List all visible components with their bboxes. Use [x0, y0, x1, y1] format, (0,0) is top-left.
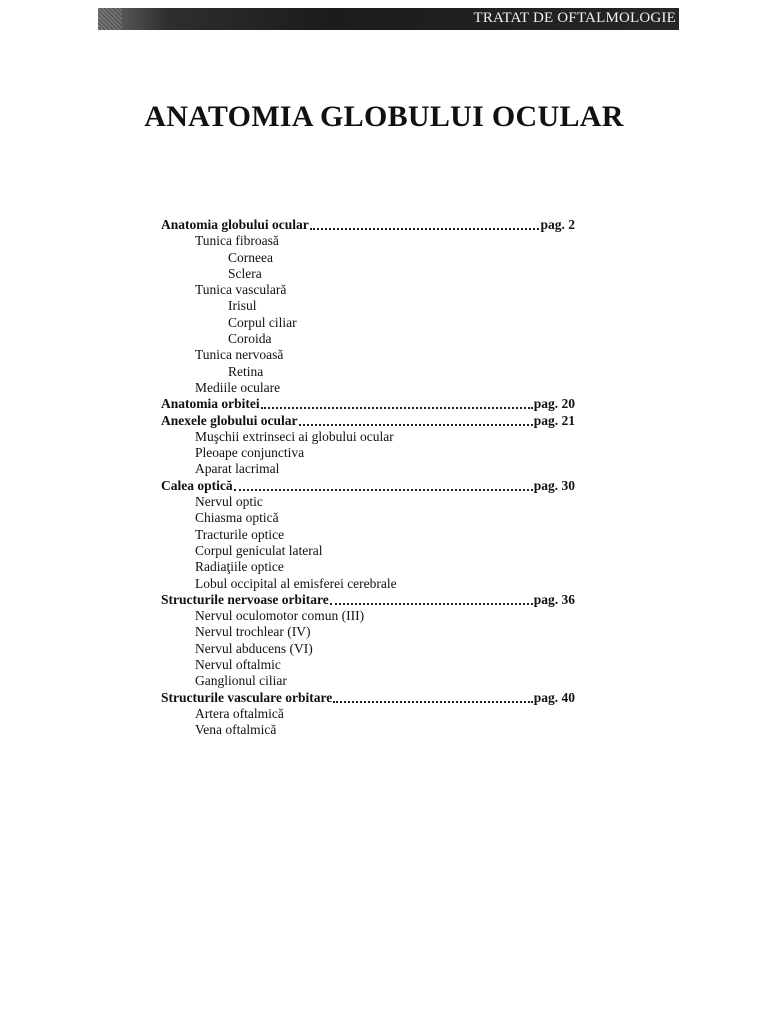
toc-entry-text: Retina	[228, 363, 264, 379]
toc-entry-text: Mediile oculare	[195, 379, 281, 395]
toc-section-entry	[161, 592, 575, 608]
toc-entry-text: Tunica fibroasă	[195, 233, 279, 249]
toc-entry-text: Structurile nervoase orbitare	[161, 591, 329, 607]
toc-subentry	[161, 657, 581, 673]
toc-subentry	[161, 282, 581, 298]
toc-entry-text: Corpul geniculat lateral	[195, 542, 323, 558]
toc-entry-text: Tracturile optice	[195, 526, 285, 542]
toc-subentry	[161, 380, 581, 396]
toc-entry-text: Structurile vasculare orbitare	[161, 689, 333, 705]
table-of-contents	[161, 217, 581, 739]
toc-entry-text: Sclera	[228, 265, 262, 281]
toc-entry-text: Vena oftalmică	[195, 722, 277, 738]
toc-subentry	[161, 576, 581, 592]
toc-entry-text: Coroida	[228, 331, 272, 347]
toc-leader-dots	[310, 218, 540, 230]
toc-leader-dots	[299, 414, 533, 426]
toc-subentry	[161, 624, 581, 640]
toc-subentry	[161, 461, 581, 477]
toc-entry-text: Tunica nervoasă	[195, 347, 284, 363]
toc-subentry	[161, 347, 581, 363]
toc-subentry	[161, 641, 581, 657]
toc-page-number: pag. 36	[533, 591, 575, 607]
toc-entry-text: Anexele globului ocular	[161, 412, 298, 428]
toc-subentry	[161, 233, 581, 249]
toc-subentry	[161, 559, 581, 575]
toc-subentry	[161, 706, 581, 722]
toc-entry-text: Pleoape conjunctiva	[195, 445, 305, 461]
toc-section-entry	[161, 396, 575, 412]
toc-entry-text: Lobul occipital al emisferei cerebrale	[195, 575, 397, 591]
toc-subentry	[161, 331, 581, 347]
toc-entry-text: Nervul oftalmic	[195, 657, 281, 673]
running-header-bar	[98, 8, 679, 30]
toc-subentry	[161, 315, 581, 331]
toc-section-entry	[161, 478, 575, 494]
toc-entry-text: Muşchii extrinseci ai globului ocular	[195, 428, 394, 444]
toc-subentry	[161, 429, 581, 445]
toc-page-number: pag. 21	[533, 412, 575, 428]
toc-section-entry	[161, 690, 575, 706]
toc-subentry	[161, 364, 581, 380]
toc-page-number: pag. 30	[533, 477, 575, 493]
toc-subentry	[161, 527, 581, 543]
toc-subentry	[161, 494, 581, 510]
toc-leader-dots	[261, 397, 533, 409]
toc-entry-text: Corpul ciliar	[228, 314, 297, 330]
toc-entry-text: Corneea	[228, 249, 273, 265]
toc-section-entry	[161, 413, 575, 429]
toc-subentry	[161, 608, 581, 624]
toc-entry-text: Radiaţiile optice	[195, 559, 284, 575]
toc-subentry	[161, 510, 581, 526]
toc-entry-text: Nervul trochlear (IV)	[195, 624, 311, 640]
running-header-title: TRATAT DE OFTALMOLOGIE	[473, 10, 676, 26]
toc-entry-text: Nervul optic	[195, 494, 263, 510]
toc-subentry	[161, 298, 581, 314]
toc-entry-text: Nervul oculomotor comun (III)	[195, 608, 365, 624]
toc-entry-text: Anatomia globului ocular	[161, 217, 309, 232]
toc-subentry	[161, 250, 581, 266]
toc-entry-text: Irisul	[228, 298, 257, 314]
toc-entry-text: Chiasma optică	[195, 510, 279, 526]
toc-entry-text: Calea optică	[161, 477, 233, 493]
toc-leader-dots	[330, 593, 533, 605]
toc-entry-text: Aparat lacrimal	[195, 461, 280, 477]
page-title: ANATOMIA GLOBULUI OCULAR	[144, 100, 624, 133]
toc-entry-text: Nervul abducens (VI)	[195, 640, 313, 656]
toc-entry-text: Anatomia orbitei	[161, 396, 260, 412]
toc-entry-text: Ganglionul ciliar	[195, 673, 287, 689]
toc-entry-text: Tunica vasculară	[195, 282, 287, 298]
toc-page-number: pag. 20	[533, 396, 575, 412]
toc-leader-dots	[234, 479, 533, 491]
toc-subentry	[161, 673, 581, 689]
toc-subentry	[161, 445, 581, 461]
toc-entry-text: Artera oftalmică	[195, 705, 284, 721]
toc-section-entry	[161, 217, 575, 233]
toc-page-number: pag. 40	[533, 689, 575, 705]
toc-subentry	[161, 722, 581, 738]
toc-subentry	[161, 266, 581, 282]
toc-leader-dots	[333, 691, 533, 703]
toc-subentry	[161, 543, 581, 559]
toc-page-number: pag. 2	[540, 217, 575, 232]
